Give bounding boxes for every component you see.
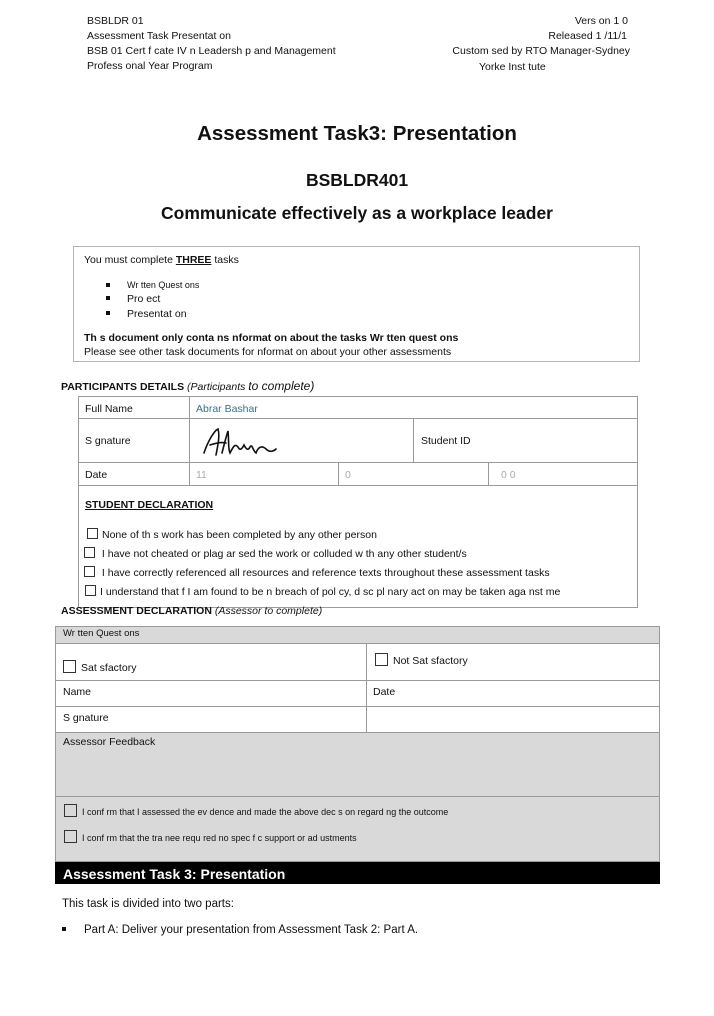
task3-banner-title: Assessment Task 3: Presentation	[63, 866, 286, 882]
header-qualification: BSB 01 Cert f cate IV n Leadersh p and Management	[87, 45, 336, 57]
tasks-note-bold: Th s document only conta ns nformat on about the tasks Wr tten quest ons	[84, 332, 459, 344]
col-divider	[413, 418, 414, 462]
confirm-support-text: I conf rm that the tra nee requ red no spec f c support or ad ustments	[82, 833, 357, 843]
tasks-box	[73, 246, 640, 362]
tasks-intro	[84, 254, 239, 266]
header-institute: Yorke Inst tute	[479, 61, 546, 73]
header-program: Profess onal Year Program	[87, 60, 213, 72]
checkbox[interactable]	[64, 804, 77, 817]
assessment-section-row	[55, 626, 660, 644]
row-divider	[78, 485, 638, 486]
signature-label: S gnature	[85, 435, 131, 447]
participants-heading-italic: (Participants	[187, 381, 246, 393]
assessment-section-label: Wr tten Quest ons	[63, 628, 140, 639]
date-year-field[interactable]: 0 0	[501, 469, 516, 481]
unit-title: Communicate effectively as a workplace leader	[161, 203, 553, 223]
checkbox[interactable]	[84, 566, 95, 577]
assessment-heading-bold: ASSESSMENT DECLARATION	[61, 605, 212, 617]
assessor-name-label: Name	[63, 686, 92, 698]
col-divider	[366, 644, 367, 732]
tasks-intro-pre: You must complete	[84, 254, 176, 266]
declaration-text: I have not cheated or plag ar sed the work or colluded w th any other student/s	[101, 548, 467, 560]
checkbox[interactable]	[63, 660, 76, 673]
page-title: Assessment Task3: Presentation	[197, 122, 517, 145]
date-month-field[interactable]: 0	[345, 469, 351, 481]
satisfactory-label: Sat sfactory	[81, 662, 137, 674]
col-divider	[338, 462, 339, 485]
list-item: Wr tten Quest ons	[84, 279, 384, 292]
row-divider	[78, 418, 638, 419]
full-name-field[interactable]: Abrar Bashar	[196, 403, 258, 415]
checkbox[interactable]	[87, 528, 98, 539]
tasks-note: Please see other task documents for nformat on about your other assessments	[84, 346, 452, 358]
tasks-intro-post: tasks	[211, 254, 239, 266]
unit-code: BSBLDR401	[305, 170, 409, 190]
assessor-feedback-label: Assessor Feedback	[63, 736, 156, 748]
header-task-name: Assessment Task Presentat on	[87, 30, 231, 42]
student-declaration-heading: STUDENT DECLARATION	[85, 499, 214, 511]
confirm-assessed-text: I conf rm that I assessed the ev dence and made the above dec s on regard ng the outcome	[82, 807, 449, 817]
task3-intro: This task is divided into two parts:	[62, 898, 234, 910]
header-doc-code: BSBLDR 01	[87, 15, 144, 27]
bullet	[62, 927, 66, 931]
full-name-label: Full Name	[85, 403, 133, 415]
row-divider	[55, 796, 660, 797]
declaration-text: None of th s work has been completed by any other person	[102, 529, 377, 541]
list-item: Pro ect	[84, 292, 384, 307]
row-divider	[55, 706, 660, 707]
task3-part-a: Part A: Deliver your presentation from Assessment Task 2: Part A.	[84, 924, 419, 936]
header-released: Released 1 /11/1	[548, 30, 627, 42]
header-version: Vers on 1 0	[574, 15, 628, 27]
tasks-intro-count: THREE	[175, 254, 212, 266]
checkbox[interactable]	[64, 830, 77, 843]
signature-image	[200, 423, 278, 461]
assessor-signature-label: S gnature	[63, 712, 109, 724]
declaration-item-4[interactable]	[85, 585, 560, 598]
checkbox[interactable]	[85, 585, 96, 596]
assessor-date-label: Date	[373, 686, 396, 698]
declaration-text: I understand that f I am found to be n breach of pol cy, d sc pl nary act on may be taken aga nst me	[100, 586, 561, 598]
tasks-list	[84, 279, 384, 322]
declaration-item-2[interactable]	[84, 547, 467, 560]
date-day-field[interactable]: 11	[196, 469, 207, 481]
participants-heading-italic-2: to complete)	[248, 379, 315, 393]
assessment-heading-italic: (Assessor to complete)	[214, 605, 323, 617]
assessment-heading	[61, 605, 322, 617]
header-customised: Custom sed by RTO Manager-Sydney	[452, 45, 630, 57]
col-divider	[189, 396, 190, 485]
checkbox[interactable]	[84, 547, 95, 558]
checkbox[interactable]	[375, 653, 388, 666]
col-divider	[488, 462, 489, 485]
declaration-item-3[interactable]	[84, 566, 550, 579]
confirm-support[interactable]	[64, 830, 357, 843]
header-left	[87, 14, 336, 74]
declaration-text: I have correctly referenced all resources and reference texts throughout these assessment tasks	[101, 567, 550, 579]
task3-banner	[55, 862, 660, 884]
participants-heading-bold: PARTICIPANTS DETAILS	[61, 381, 185, 393]
list-item: Presentat on	[84, 307, 384, 322]
confirm-assessed[interactable]	[64, 804, 448, 817]
not-satisfactory-label: Not Sat sfactory	[393, 655, 468, 667]
row-divider	[55, 680, 660, 681]
row-divider	[78, 462, 638, 463]
date-label: Date	[85, 469, 108, 481]
participants-heading	[61, 379, 314, 393]
satisfactory-option[interactable]	[63, 660, 136, 674]
student-id-label: Student ID	[421, 435, 471, 447]
declaration-item-1[interactable]	[87, 528, 377, 541]
not-satisfactory-option[interactable]	[375, 653, 468, 667]
